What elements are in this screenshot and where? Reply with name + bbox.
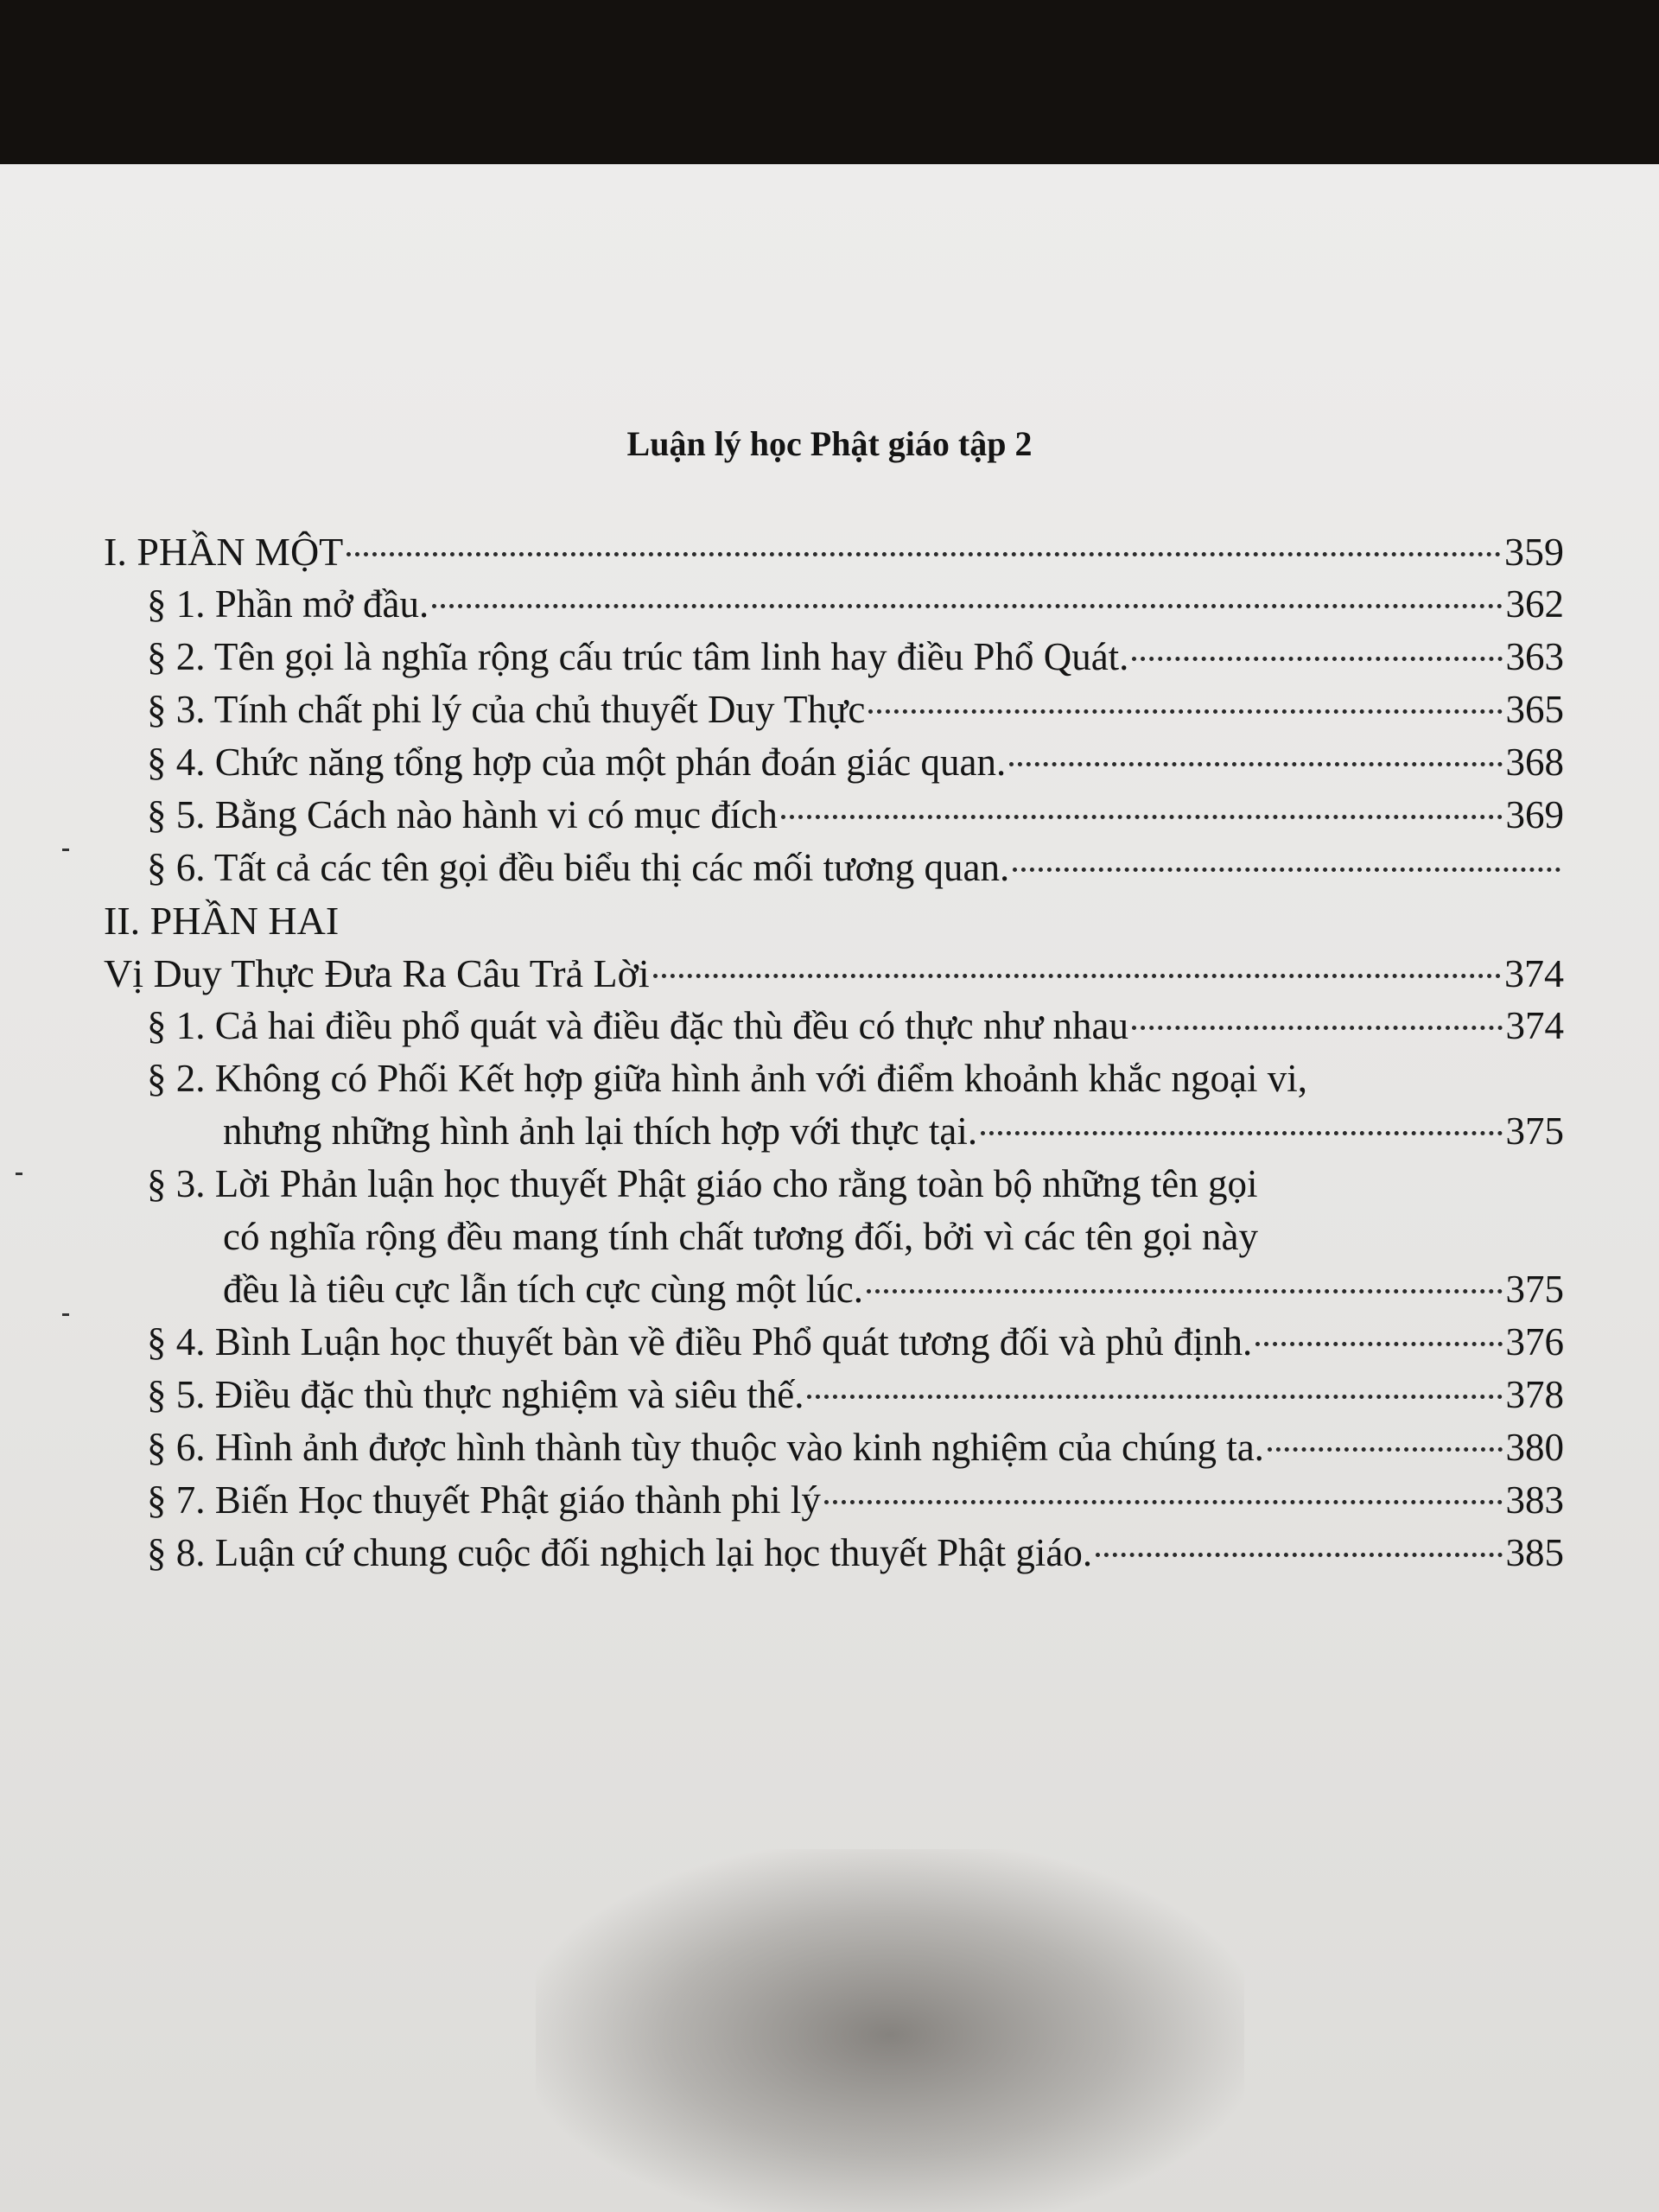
- toc-entry-title: § 1. Cả hai điều phổ quát và điều đặc thù đều có thực như nhau: [147, 1004, 1128, 1047]
- toc-entry-title: đều là tiêu cực lẫn tích cực cùng một lúc.: [223, 1268, 864, 1311]
- toc-page-number: 363: [1505, 635, 1564, 678]
- toc-entry: [104, 1000, 1564, 1052]
- toc-entry: [104, 683, 1564, 736]
- dot-leader: [867, 1289, 1502, 1294]
- toc-entry-title: § 1. Phần mở đầu.: [147, 582, 429, 626]
- dot-leader: [1255, 1342, 1502, 1346]
- toc-entry: [104, 789, 1564, 842]
- dot-leader: [1096, 1553, 1502, 1557]
- dot-leader: [781, 815, 1503, 819]
- toc-page-number: 375: [1505, 1268, 1564, 1311]
- book-page: [0, 164, 1659, 2212]
- toc-entry-title: § 3. Tính chất phi lý của chủ thuyết Duy Thực: [147, 688, 866, 731]
- toc-entry-title: § 6. Tất cả các tên gọi đều biểu thị các mối tương quan.: [147, 846, 1010, 889]
- toc-page-number: 380: [1505, 1426, 1564, 1469]
- toc-entry: [104, 1421, 1564, 1474]
- toc-entry-title: § 5. Bằng Cách nào hành vi có mục đích: [147, 793, 778, 836]
- dot-leader: [1132, 657, 1502, 661]
- toc-page-number: 378: [1505, 1373, 1564, 1416]
- toc-entry-title: § 6. Hình ảnh được hình thành tùy thuộc vào kinh nghiệm của chúng ta.: [147, 1426, 1264, 1469]
- hand-shadow: [536, 1849, 1244, 2212]
- dot-leader: [868, 709, 1502, 714]
- toc-entry: [104, 1263, 1564, 1316]
- toc-page-number: 368: [1505, 741, 1564, 784]
- toc-entry-title: § 2. Tên gọi là nghĩa rộng cấu trúc tâm linh hay điều Phổ Quát.: [147, 635, 1129, 678]
- toc-entry-title: § 5. Điều đặc thù thực nghiệm và siêu thế.: [147, 1373, 804, 1416]
- dot-leader: [1268, 1447, 1503, 1452]
- toc-entry: [104, 631, 1564, 683]
- toc-page-number: 365: [1505, 688, 1564, 731]
- toc-entry-title: § 7. Biến Học thuyết Phật giáo thành phi lý: [147, 1478, 821, 1522]
- toc-entry: [104, 736, 1564, 789]
- dot-leader: [1009, 762, 1502, 766]
- toc-entry-title: § 8. Luận cứ chung cuộc đối nghịch lại học thuyết Phật giáo.: [147, 1531, 1093, 1574]
- toc-entry: [104, 1527, 1564, 1580]
- dot-leader: [807, 1395, 1502, 1399]
- dot-leader: [653, 974, 1501, 978]
- dot-leader: [1132, 1026, 1503, 1030]
- toc-entry-title: § 4. Bình Luận học thuyết bàn về điều Phổ quát tương đối và phủ định.: [147, 1320, 1253, 1363]
- toc-entry-title: § 2. Không có Phối Kết hợp giữa hình ảnh với điểm khoảnh khắc ngoại vi,: [147, 1057, 1308, 1100]
- dot-leader: [1013, 868, 1560, 872]
- toc-entry: [104, 1105, 1564, 1158]
- dot-leader: [981, 1131, 1502, 1135]
- running-header: Luận lý học Phật giáo tập 2: [626, 424, 1033, 463]
- table-of-contents: [104, 525, 1564, 1580]
- toc-entry: [104, 578, 1564, 631]
- toc-entry: [104, 894, 1564, 947]
- toc-entry-title: I. PHẦN MỘT: [104, 530, 344, 574]
- toc-entry-title: § 3. Lời Phản luận học thuyết Phật giáo cho rằng toàn bộ những tên gọi: [147, 1162, 1258, 1205]
- toc-entry: [104, 525, 1564, 578]
- toc-entry: [104, 1369, 1564, 1421]
- toc-entry-title: có nghĩa rộng đều mang tính chất tương đối, bởi vì các tên gọi này: [223, 1215, 1258, 1258]
- toc-page-number: 359: [1504, 530, 1564, 574]
- toc-entry-title: § 4. Chức năng tổng hợp của một phán đoán giác quan.: [147, 741, 1007, 784]
- toc-entry: [104, 1474, 1564, 1527]
- toc-entry: [104, 1052, 1564, 1105]
- margin-mark: [62, 849, 69, 851]
- toc-page-number: 362: [1505, 582, 1564, 626]
- toc-entry-title: II. PHẦN HAI: [104, 899, 340, 943]
- toc-page-number: 369: [1505, 793, 1564, 836]
- dot-leader: [824, 1500, 1503, 1504]
- toc-page-number: 376: [1505, 1320, 1564, 1363]
- toc-entry: [104, 947, 1564, 1000]
- toc-entry-title: Vị Duy Thực Đưa Ra Câu Trả Lời: [104, 951, 650, 995]
- toc-entry: [104, 1211, 1564, 1263]
- toc-entry: [104, 1158, 1564, 1211]
- toc-page-number: 375: [1505, 1109, 1564, 1153]
- margin-mark: [62, 1313, 69, 1316]
- toc-page-number: 383: [1505, 1478, 1564, 1522]
- toc-entry: [104, 842, 1564, 894]
- toc-page-number: 385: [1505, 1531, 1564, 1574]
- toc-page-number: 374: [1505, 1004, 1564, 1047]
- dot-leader: [432, 604, 1502, 608]
- toc-entry: [104, 1316, 1564, 1369]
- toc-page-number: 374: [1504, 951, 1564, 995]
- dot-leader: [346, 552, 1501, 556]
- margin-mark: [16, 1173, 22, 1175]
- toc-entry-title: nhưng những hình ảnh lại thích hợp với thực tại.: [223, 1109, 978, 1153]
